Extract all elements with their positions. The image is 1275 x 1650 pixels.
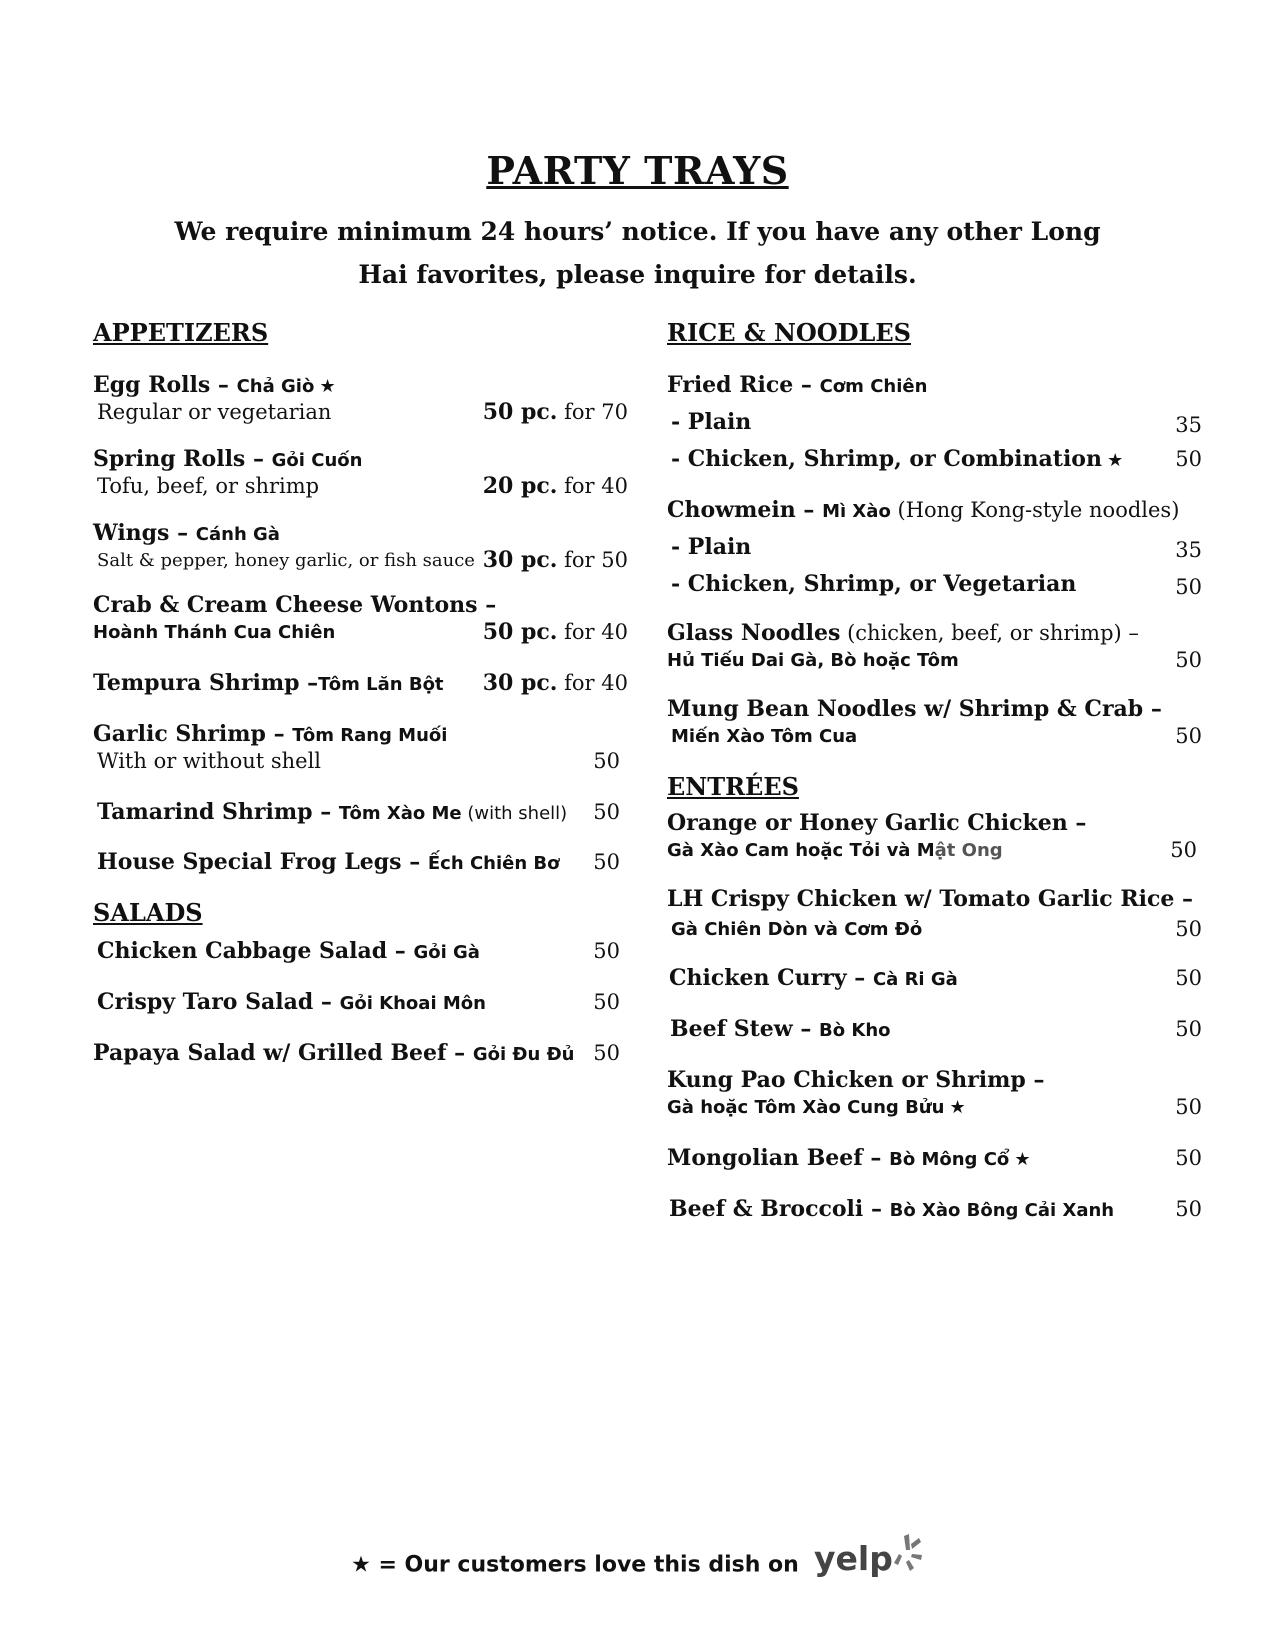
yelp-logo-graphic [812, 1532, 924, 1580]
menu-item [93, 670, 628, 697]
notice-text: We require minimum 24 hours’ notice. If you have any other Long Hai favorites, please inquire for details. [174, 217, 1101, 289]
menu-item [667, 810, 1202, 864]
item-description: With or without shell [97, 749, 322, 773]
sub-option: - Chicken, Shrimp, or Combination [671, 446, 1102, 472]
item-price [483, 399, 628, 426]
separator: – [477, 592, 497, 618]
separator: – [313, 989, 340, 1015]
price-text: for 40 [557, 620, 628, 644]
separator: – [863, 1196, 890, 1222]
item-name: Egg Rolls [93, 372, 211, 398]
item-price: 50 [593, 939, 620, 963]
piece-count: 50 pc. [482, 399, 558, 425]
item-name: Tempura Shrimp [93, 670, 300, 696]
item-viet-name: Gà Xào Cam hoặc Tỏi và M [667, 840, 935, 861]
item-price: 50 [593, 990, 620, 1014]
item-viet-name: Hoành Thánh Cua Chiên [93, 622, 336, 643]
item-price: 50 [1175, 447, 1202, 471]
item-viet-name: Tôm Xào Me [338, 803, 462, 824]
separator: – [1067, 810, 1087, 836]
piece-count: 20 pc. [482, 473, 558, 499]
yelp-burst-icon [894, 1534, 922, 1571]
menu-item [667, 497, 1202, 598]
sub-option: - Plain [671, 409, 752, 435]
item-price: 50 [1170, 838, 1197, 862]
menu-item [667, 1196, 1202, 1223]
yelp-logo [812, 1532, 924, 1599]
item-name: Fried Rice [667, 372, 794, 398]
item-price [483, 670, 628, 697]
item-viet-name: Hủ Tiếu Dai Gà, Bò hoặc Tôm [667, 650, 959, 671]
item-viet-name: Cơm Chiên [819, 376, 928, 397]
rice-noodles-heading: RICE & NOODLES [667, 318, 912, 347]
item-viet-name: Gỏi Cuốn [271, 450, 363, 471]
separator: – [446, 1040, 473, 1066]
item-name: Wings [93, 520, 170, 546]
item-price: 50 [1175, 1095, 1202, 1119]
menu-item [93, 849, 628, 876]
piece-count: 30 pc. [482, 670, 558, 696]
sub-option: - Chicken, Shrimp, or Vegetarian [671, 571, 1077, 597]
price-text: for 40 [557, 671, 628, 695]
item-name: Papaya Salad w/ Grilled Beef [93, 1040, 447, 1066]
item-viet-name: Mì Xào [822, 501, 891, 522]
item-viet-name-tail: ật Ong [934, 840, 1003, 861]
item-description: Tofu, beef, or shrimp [97, 474, 320, 498]
item-name: Beef Stew [670, 1016, 793, 1042]
yelp-wordmark: yelp [813, 1539, 893, 1578]
separator: – [245, 446, 272, 472]
item-viet-name: Gà Chiên Dòn và Cơm Đỏ [671, 919, 923, 940]
item-name: LH Crispy Chicken w/ Tomato Garlic Rice [667, 886, 1175, 912]
menu-item [667, 1145, 1202, 1172]
item-price: 50 [593, 1041, 620, 1065]
item-price [483, 473, 628, 500]
separator: – [795, 497, 823, 523]
footer [0, 1532, 1275, 1580]
item-price: 50 [1175, 1017, 1202, 1041]
item-name: Orange or Honey Garlic Chicken [667, 810, 1068, 836]
sub-option: - Plain [671, 534, 752, 560]
menu-item [667, 372, 1202, 473]
separator: – [1025, 1067, 1045, 1093]
menu-item [667, 1067, 1202, 1121]
item-name: Spring Rolls [93, 446, 246, 472]
item-price: 50 [1175, 1146, 1202, 1170]
separator: – [1174, 886, 1194, 912]
item-note: (chicken, beef, or shrimp) – [840, 621, 1139, 645]
right-column [667, 318, 1202, 1223]
menu-item [93, 721, 628, 775]
item-price: 50 [593, 749, 620, 773]
entrees-heading: ENTRÉES [667, 772, 799, 801]
piece-count: 50 pc. [482, 619, 558, 645]
item-name: Crispy Taro Salad [97, 989, 314, 1015]
item-name: Chicken Curry [669, 965, 847, 991]
item-name: Chowmein [667, 497, 796, 523]
item-name: Kung Pao Chicken or Shrimp [667, 1067, 1026, 1093]
separator: – [210, 372, 237, 398]
appetizers-heading: APPETIZERS [93, 318, 269, 347]
item-price [483, 619, 628, 646]
item-price: 50 [1175, 966, 1202, 990]
item-name: Beef & Broccoli [669, 1196, 864, 1222]
separator: – [169, 520, 196, 546]
item-viet-name: Bò Kho [819, 1020, 891, 1041]
separator: – [862, 1145, 890, 1171]
item-price: 35 [1175, 538, 1202, 562]
item-name: Mung Bean Noodles w/ Shrimp & Crab [667, 696, 1144, 722]
item-viet-name: Cà Ri Gà [872, 969, 958, 990]
menu-item [667, 620, 1202, 674]
item-viet-name: Gỏi Đu Đủ [472, 1044, 575, 1065]
item-viet-name: Gỏi Khoai Môn [339, 993, 486, 1014]
price-text: for 40 [557, 474, 628, 498]
menu-item [93, 520, 628, 574]
separator: – [387, 938, 414, 964]
item-price: 50 [593, 850, 620, 874]
salads-heading: SALADS [93, 898, 203, 927]
item-price [483, 547, 628, 574]
item-viet-name: Chả Giò [236, 376, 315, 397]
star-icon: ★ [1107, 450, 1124, 471]
item-viet-name: Gỏi Gà [413, 942, 480, 963]
separator: – [299, 670, 319, 696]
menu-item [667, 965, 1202, 992]
item-price: 35 [1175, 413, 1202, 437]
menu-item [667, 1016, 1202, 1043]
item-price: 50 [1175, 1197, 1202, 1221]
item-price: 50 [1175, 724, 1202, 748]
item-name: House Special Frog Legs [97, 849, 402, 875]
star-icon: ★ [319, 376, 336, 397]
item-price: 50 [1175, 648, 1202, 672]
menu-item [667, 696, 1202, 750]
menu-item [667, 886, 1202, 943]
separator: – [792, 1016, 820, 1042]
item-viet-name: Gà hoặc Tôm Xào Cung Bửu [667, 1097, 945, 1118]
star-icon: ★ [949, 1097, 966, 1118]
item-name: Garlic Shrimp [93, 721, 266, 747]
item-price: 50 [593, 800, 620, 824]
menu-item [93, 989, 628, 1016]
price-text: for 70 [557, 400, 628, 424]
item-viet-name: Ếch Chiên Bơ [427, 853, 560, 874]
piece-count: 30 pc. [482, 547, 558, 573]
item-name: Glass Noodles [667, 620, 841, 646]
item-viet-name: Cánh Gà [195, 524, 280, 545]
separator: – [401, 849, 428, 875]
item-note: (with shell) [461, 803, 568, 824]
item-viet-name: Miến Xào Tôm Cua [671, 726, 858, 747]
price-text: for 50 [557, 548, 628, 572]
item-name: Chicken Cabbage Salad [97, 938, 388, 964]
menu-item [93, 938, 628, 965]
item-price: 50 [1175, 917, 1202, 941]
item-name: Mongolian Beef [667, 1145, 863, 1171]
item-price: 50 [1175, 575, 1202, 599]
separator: – [265, 721, 293, 747]
separator: – [312, 799, 339, 825]
star-icon: ★ [351, 1552, 371, 1578]
menu-item [93, 1040, 628, 1067]
item-viet-name: Tôm Rang Muối [292, 725, 448, 746]
footer-text: = Our customers love this dish on [370, 1552, 799, 1578]
star-icon: ★ [1014, 1149, 1031, 1170]
menu-item [93, 592, 628, 646]
item-description: Salt & pepper, honey garlic, or fish sauce [97, 550, 475, 571]
item-viet-name: Tôm Lăn Bột [318, 674, 444, 695]
item-name: Tamarind Shrimp [97, 799, 313, 825]
item-viet-name: Bò Xào Bông Cải Xanh [889, 1200, 1115, 1221]
menu-item [93, 799, 628, 826]
menu-item [93, 372, 628, 426]
separator: – [846, 965, 873, 991]
separator: – [1143, 696, 1162, 722]
item-viet-name: Bò Mông Cổ [889, 1149, 1010, 1170]
item-description: Regular or vegetarian [97, 400, 332, 424]
menu-item [93, 446, 628, 500]
left-column [93, 318, 628, 1067]
item-note: (Hong Kong-style noodles) [890, 498, 1180, 522]
item-name: Crab & Cream Cheese Wontons [93, 592, 478, 618]
page-title: PARTY TRAYS [486, 148, 789, 193]
separator: – [793, 372, 820, 398]
